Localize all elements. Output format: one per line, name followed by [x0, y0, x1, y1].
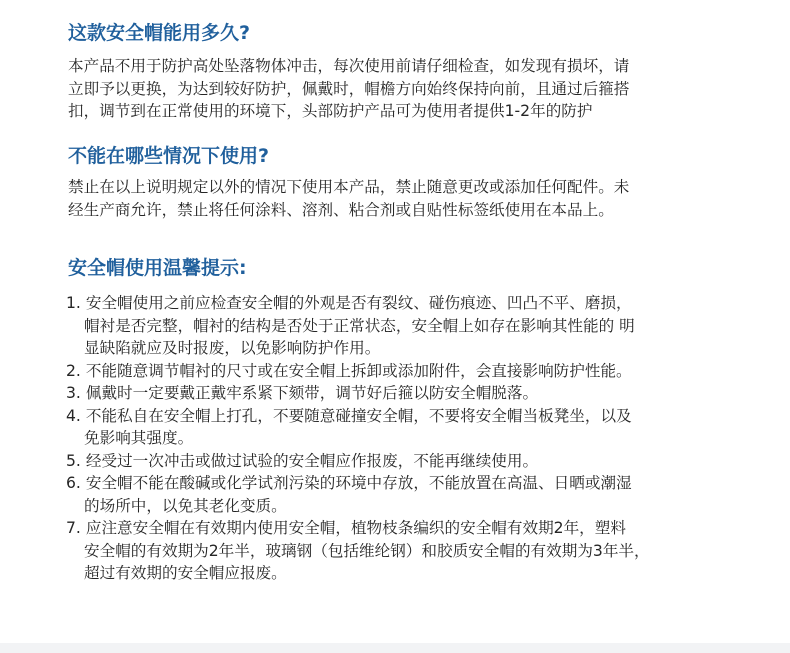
tip-continuation: 免影响其强度。 [84, 429, 194, 447]
tip-item-4 [66, 405, 766, 450]
body-line: 经生产商允许，禁止将任何涂料、溶剂、粘合剂或自贴性标签纸使用在本品上。 [68, 200, 614, 219]
section-body-restrictions [68, 176, 758, 221]
tip-text: 不能随意调节帽衬的尺寸或在安全帽上拆卸或添加附件，会直接影响防护性能。 [85, 361, 632, 380]
tip-text: 佩戴时一定要戴正戴牢系紧下颏带，调节好后箍以防安全帽脱落。 [85, 384, 539, 402]
tip-continuation: 帽衬是否完整，帽衬的结构是否处于正常状态，安全帽上如存在影响其性能的 明 [84, 316, 635, 335]
tip-item-7 [66, 517, 766, 585]
body-line: 本产品不用于防护高处坠落物体冲击，每次使用前请仔细检查，如发现有损坏，请 [68, 57, 630, 75]
section-title-restrictions: 不能在哪些情况下使用? [68, 145, 270, 167]
tip-item-6 [66, 472, 766, 517]
tip-continuation: 超过有效期的安全帽应报废。 [84, 564, 287, 582]
tip-item-3 [66, 382, 766, 405]
tip-text: 安全帽使用之前应检查安全帽的外观是否有裂纹、碰伤痕迹、凹凸不平、磨损， [85, 294, 632, 312]
body-line: 禁止在以上说明规定以外的情况下使用本产品，禁止随意更改或添加任何配件。未 [68, 178, 630, 196]
tip-continuation: 显缺陷就应及时报废，以免影响防护作用。 [84, 339, 381, 357]
tip-text: 应注意安全帽在有效期内使用安全帽，植物枝条编织的安全帽有效期2年，塑料 [85, 519, 626, 537]
footer-band [0, 643, 790, 653]
tip-number: 2. [66, 361, 81, 380]
tip-number: 1. [66, 294, 81, 312]
tip-continuation: 安全帽的有效期为2年半，玻璃钢（包括维纶钢）和胶质安全帽的有效期为3年半， [84, 541, 650, 560]
tip-text: 经受过一次冲击或做过试验的安全帽应作报废，不能再继续使用。 [85, 451, 539, 470]
tips-list [66, 292, 766, 585]
tip-text: 不能私自在安全帽上打孔，不要随意碰撞安全帽，不要将安全帽当板凳坐，以及 [85, 406, 632, 425]
tip-item-1 [66, 292, 766, 360]
tip-number: 3. [66, 384, 81, 402]
tip-item-2 [66, 360, 766, 383]
tip-continuation: 的场所中，以免其老化变质。 [84, 496, 287, 515]
section-body-lifespan [68, 55, 758, 123]
tip-number: 5. [66, 451, 81, 470]
tip-text: 安全帽不能在酸碱或化学试剂污染的环境中存放，不能放置在高温、日晒或潮湿 [85, 474, 632, 492]
body-line: 扣，调节到在正常使用的环境下，头部防护产品可为使用者提供1-2年的防护 [68, 102, 593, 120]
tip-number: 7. [66, 519, 81, 537]
tip-item-5 [66, 450, 766, 473]
tip-number: 4. [66, 406, 81, 425]
section-title-lifespan: 这款安全帽能用多久? [68, 22, 251, 44]
tip-number: 6. [66, 474, 81, 492]
section-title-tips: 安全帽使用温馨提示: [68, 257, 247, 279]
body-line: 立即予以更换，为达到较好防护，佩戴时，帽檐方向始终保持向前，且通过后箍搭 [68, 79, 630, 98]
